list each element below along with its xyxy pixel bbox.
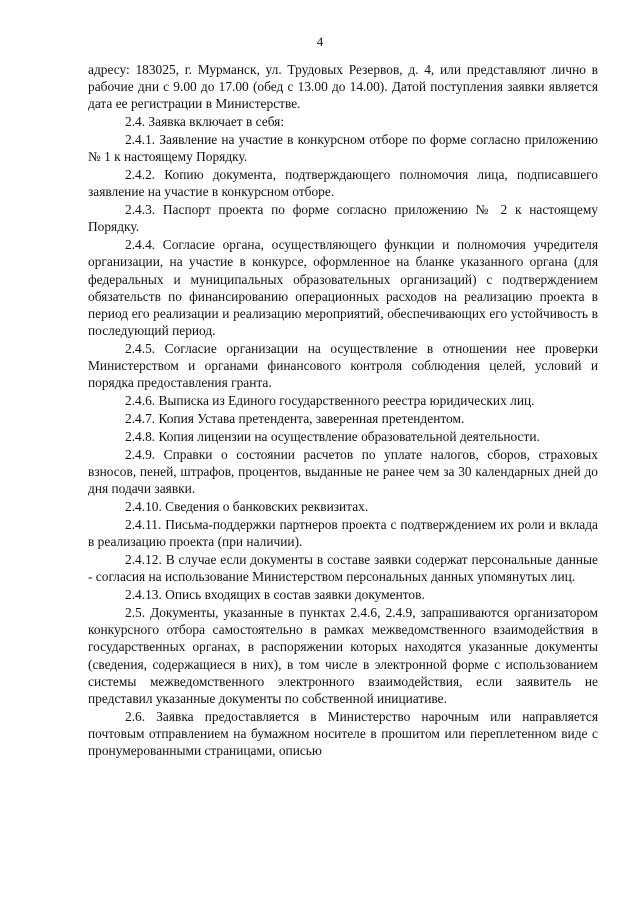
paragraph-2-4-1: 2.4.1. Заявление на участие в конкурсном отборе по форме согласно приложению № 1 к настоящему Порядку. xyxy=(88,132,598,165)
paragraph-continuation: адресу: 183025, г. Мурманск, ул. Трудовых Резервов, д. 4, или представляют лично в рабочие дни с 9.00 до 17.00 (обед с 13.00 до 14.00). Датой поступления заявки является дата ее регистрации в Министерстве. xyxy=(88,62,598,112)
paragraph-2-4: 2.4. Заявка включает в себя: xyxy=(125,114,285,130)
page-number: 4 xyxy=(316,34,324,49)
paragraph-2-4-2: 2.4.2. Копию документа, подтверждающего полномочия лица, подписавшего заявление на участие в конкурсном отборе. xyxy=(88,167,598,200)
paragraph-2-4-5: 2.4.5. Согласие организации на осуществление в отношении нее проверки Министерством и органами финансового контроля соблюдения целей, условий и порядка предоставления гранта. xyxy=(88,340,598,391)
paragraph-2-4-11: 2.4.11. Письма-поддержки партнеров проекта с подтверждением их роли и вклада в реализацию проекта (при наличии). xyxy=(88,517,598,550)
paragraph-2-4-4: 2.4.4. Согласие органа, осуществляющего функции и полномочия учредителя организации, на участие в конкурсе, оформленное на бланке указанного органа (для федеральных и муниципальных образовательных организаций) с подтверждением обязательств по финансированию операционных расходов на реализацию проекта в период его реализации и реализацию мероприятий, обеспечивающих его устойчивость в последующий период. xyxy=(88,237,598,338)
paragraph-2-4-6: 2.4.6. Выписка из Единого государственного реестра юридических лиц. xyxy=(125,393,535,409)
paragraph-2-5: 2.5. Документы, указанные в пунктах 2.4.6, 2.4.9, запрашиваются организатором конкурсного отбора самостоятельно в рамках межведомственного взаимодействия в государственных органах, в распоряжении которых находятся указанные документы (сведения, содержащиеся в них), в том числе в электронной форме с использованием системы межведомственного электронного взаимодействия, если заявитель не представил указанные документы по собственной инициативе. xyxy=(88,605,598,706)
paragraph-2-4-13: 2.4.13. Опись входящих в состав заявки документов. xyxy=(125,587,425,603)
paragraph-2-4-10: 2.4.10. Сведения о банковских реквизитах. xyxy=(125,499,369,515)
paragraph-2-6: 2.6. Заявка предоставляется в Министерство нарочным или направляется почтовым отправлением на бумажном носителе в прошитом или переплетенном виде с пронумерованными страницами, описью xyxy=(88,708,598,758)
paragraph-2-4-3: 2.4.3. Паспорт проекта по форме согласно приложению № 2 к настоящему Порядку. xyxy=(88,202,598,235)
paragraph-2-4-7: 2.4.7. Копия Устава претендента, заверенная претендентом. xyxy=(125,411,465,426)
document-body xyxy=(88,61,598,759)
paragraph-2-4-8: 2.4.8. Копия лицензии на осуществление образовательной деятельности. xyxy=(125,428,540,444)
paragraph-2-4-12: 2.4.12. В случае если документы в составе заявки содержат персональные данные - согласия на использование Министерством персональных данных упомянутых лиц. xyxy=(88,552,598,585)
paragraph-2-4-9: 2.4.9. Справки о состоянии расчетов по уплате налогов, сборов, страховых взносов, пеней, штрафов, процентов, выданные не ранее чем за 30 календарных дней до дня подачи заявки. xyxy=(88,446,598,497)
